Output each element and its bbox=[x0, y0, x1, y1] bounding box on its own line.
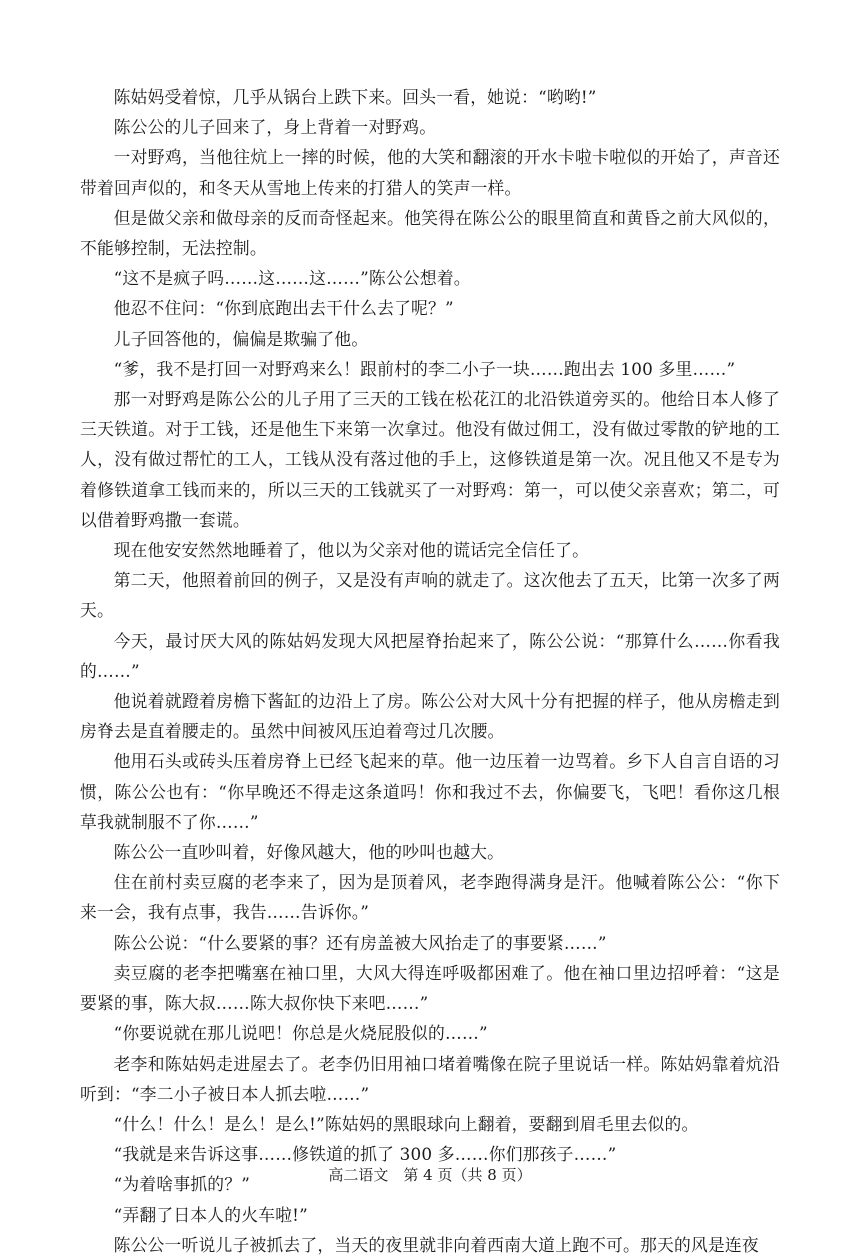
paragraph: “弄翻了日本人的火车啦!” bbox=[113, 1204, 308, 1225]
paragraph: “什么！什么！是么！是么!”陈姑妈的黑眼球向上翻着，要翻到眉毛里去似的。 bbox=[113, 1113, 699, 1134]
paragraph: 现在他安安然然地睡着了，他以为父亲对他的谎话完全信任了。 bbox=[113, 540, 590, 561]
paragraph: 他用石头或砖头压着房脊上已经飞起来的草。他一边压着一边骂着。乡下人自言自语的习惯，陈公公也有：“你早晚还不得走这条道吗！你和我过不去，你偏要飞，飞吧！看你这几根草我就制服不了你……” bbox=[80, 751, 780, 832]
paragraph: 第二天，他照着前回的例子，又是没有声响的就走了。这次他去了五天，比第一次多了两天。 bbox=[80, 570, 780, 621]
paragraph: “爹，我不是打回一对野鸡来么！跟前村的李二小子一块……跑出去 100 多里……” bbox=[113, 358, 736, 379]
paragraph: 但是做父亲和做母亲的反而奇怪起来。他笑得在陈公公的眼里简直和黄昏之前大风似的，不能够控制，无法控制。 bbox=[80, 207, 780, 259]
paragraph: 他说着就蹬着房檐下酱缸的边沿上了房。陈公公对大风十分有把握的样子，他从房檐走到房脊去是直着腰走的。虽然中间被风压迫着弯过几次腰。 bbox=[80, 691, 780, 742]
paragraph: 陈公公一直吵叫着，好像风越大，他的吵叫也越大。 bbox=[113, 842, 505, 863]
paragraph: “为着啥事抓的？” bbox=[113, 1174, 251, 1195]
paragraph: 住在前村卖豆腐的老李来了，因为是顶着风，老李跑得满身是汗。他喊着陈公公：“你下来一会，我有点事，我告……告诉你。” bbox=[80, 872, 780, 923]
paragraph: “这不是疯子吗……这……这……”陈公公想着。 bbox=[113, 268, 471, 289]
article-body bbox=[80, 82, 780, 1260]
paragraph: “你要说就在那儿说吧！你总是火烧屁股似的……” bbox=[113, 1023, 488, 1044]
paragraph: 陈姑妈受着惊，几乎从锅台上跌下来。回头一看，她说：“哟哟!” bbox=[113, 87, 597, 107]
paragraph: 陈公公一听说儿子被抓去了，当天的夜里就非向着西南大道上跑不可。那天的风是连夜 bbox=[113, 1234, 759, 1255]
paragraph: “我就是来告诉这事……修铁道的抓了 300 多……你们那孩子……” bbox=[113, 1144, 617, 1165]
paragraph: 一对野鸡，当他往炕上一摔的时候，他的大笑和翻滚的开水卡啦卡啦似的开始了，声音还带着回声似的，和冬天从雪地上传来的打猎人的笑声一样。 bbox=[80, 147, 780, 198]
paragraph: 儿子回答他的，偏偏是欺骗了他。 bbox=[113, 328, 369, 349]
paragraph: 陈公公的儿子回来了，身上背着一对野鸡。 bbox=[113, 117, 437, 138]
paragraph: 他忍不住问：“你到底跑出去干什么去了呢？” bbox=[113, 298, 454, 319]
paragraph: 陈公公说：“什么要紧的事？还有房盖被大风抬走了的事要紧……” bbox=[113, 932, 607, 953]
paragraph: 那一对野鸡是陈公公的儿子用了三天的工钱在松花江的北沿铁道旁买的。他给日本人修了三天铁道。对于工钱，还是他生下来第一次拿过。他没有做过佣工，没有做过零散的铲地的工人，没有做过帮忙的工人，工钱从没有落过他的手上，这修铁道是第一次。况且他又不是专为着修铁道拿工钱而来的，所以三天的工钱就买了一对野鸡：第一，可以使父亲喜欢；第二，可以借着野鸡撒一套谎。 bbox=[80, 389, 780, 530]
paragraph: 老李和陈姑妈走进屋去了。老李仍旧用袖口堵着嘴像在院子里说话一样。陈姑妈靠着炕沿听到：“李二小子被日本人抓去啦……” bbox=[80, 1053, 780, 1104]
page-footer: 高二语文 第 4 页（共 8 页） bbox=[328, 1166, 532, 1184]
paragraph: 今天，最讨厌大风的陈姑妈发现大风把屋脊抬起来了，陈公公说：“那算什么……你看我的……” bbox=[80, 630, 780, 681]
paragraph: 卖豆腐的老李把嘴塞在袖口里，大风大得连呼吸都困难了。他在袖口里边招呼着：“这是要紧的事，陈大叔……陈大叔你快下来吧……” bbox=[80, 962, 780, 1014]
